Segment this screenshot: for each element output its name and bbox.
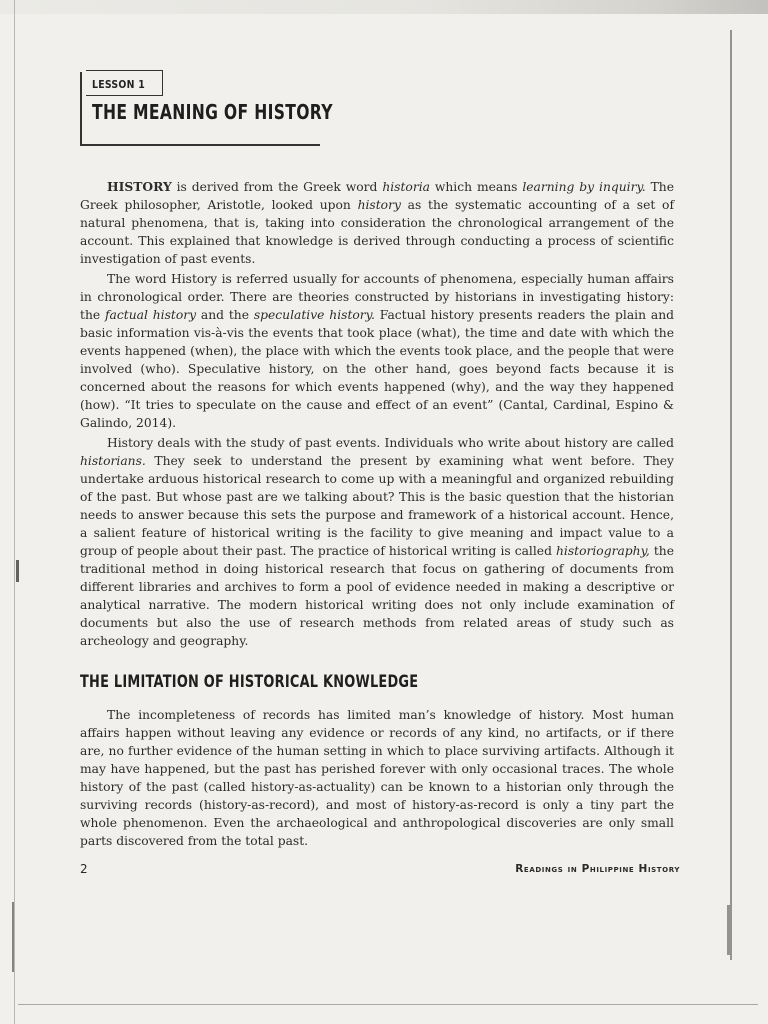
paragraph-1: HISTORY is derived from the Greek word historia which means learning by inquiry. The Greek philosopher, Aristotle, looked upon history as the systematic accounting of a set of natural phenomena, that is, taking into consideration the chronological arrangement of the account. This explained that knowledge is derived through conducting a process of scientific investigation of past events. [80, 179, 674, 266]
page-edge-bottom [18, 1004, 758, 1005]
section-body [80, 706, 674, 850]
term-historians: historians. [80, 454, 146, 468]
term-historia: historia [382, 180, 430, 194]
term-factual-history: factual history [104, 308, 197, 322]
page-edge-left [14, 0, 15, 1024]
term-speculative-history: speculative history. [253, 308, 375, 322]
section-paragraph: The incompleteness of records has limited man’s knowledge of history. Most human affairs happen without leaving any evidence or records of any kind, no artifacts, or if there are, no further evidence of the human setting in which to place surviving artifacts. Although it may have happened, but the past has perished forever with only occasional traces. The whole history of the past (called history-as-actuality) can be known to a historian only through the surviving records (history-as-record), and most of history-as-record is only a tiny part the whole phenomenon. Even the archaeological and anthropological discoveries are only small parts discovered from the total past. [80, 708, 674, 848]
page-edge-right [730, 30, 732, 960]
page-number: 2 [80, 862, 88, 876]
running-footer-title: Readings in Philippine History [515, 863, 680, 875]
binding-mark [16, 560, 19, 582]
paragraph-3: History deals with the study of past events. Individuals who write about history are called historians. They seek to understand the present by examining what went before. They undertake arduous historical research to come up with a meaningful and organized rebuilding of the past. But whose past are we talking about? This is the basic question that the historian needs to answer because this sets the purpose and framework of a historical account. Hence, a salient feature of historical writing is the facility to give meaning and impact value to a group of people about their past. The practice of historical writing is called historiography, the traditional method in doing historical research that focus on gathering of documents from different libraries and archives to form a pool of evidence needed in making a descriptive or analytical narrative. The modern historical writing does not only include examination of documents but also the use of research methods from related areas of study such as archeology and geography. [80, 436, 674, 648]
scan-mark-right [727, 905, 730, 955]
history-lead-term: HISTORY [107, 179, 172, 194]
term-history: history [357, 198, 401, 212]
lesson-label: LESSON 1 [92, 78, 145, 91]
term-learning-by-inquiry: learning by inquiry. [522, 180, 646, 194]
lesson-title: THE MEANING OF HISTORY [92, 100, 333, 124]
scan-mark-left [12, 902, 14, 972]
term-historiography: historiography, [555, 544, 650, 558]
paragraph-2: The word History is referred usually for accounts of phenomena, especially human affairs in chronological order. There are theories constructed by historians in investigating history: the factual history and the speculative history. Factual history presents readers the plain and basic information vis-à-vis the events that took place (what), the time and date with which the events happened (when), the place with which the events took place, and the people that were involved (who). Speculative history, on the other hand, goes beyond facts because it is concerned about the reasons for which events happened (why), and the way they happened (how). “It tries to speculate on the cause and effect of an event” (Cantal, Cardinal, Espino & Galindo, 2014). [80, 272, 674, 430]
main-body [80, 178, 674, 652]
scan-shadow-top [0, 0, 768, 14]
section-title: THE LIMITATION OF HISTORICAL KNOWLEDGE [80, 672, 419, 692]
